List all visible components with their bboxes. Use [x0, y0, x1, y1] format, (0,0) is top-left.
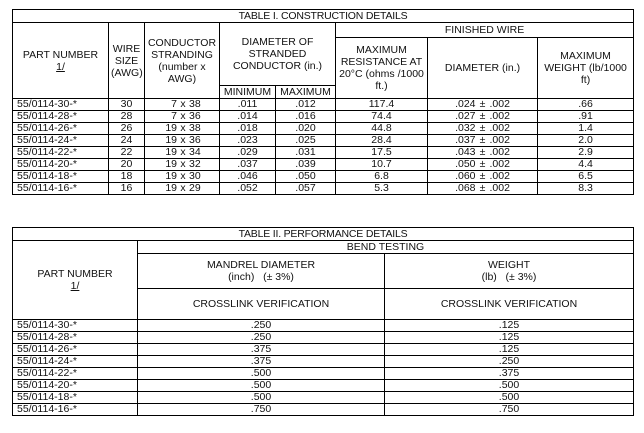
- table1-title: TABLE I. CONSTRUCTION DETAILS: [13, 10, 634, 23]
- plus-minus: ±: [479, 146, 486, 158]
- plus-minus: ±: [479, 110, 486, 122]
- resistance-cell: 117.4: [336, 99, 428, 111]
- strand-count: 7: [171, 110, 177, 122]
- diameter-value: .050: [455, 158, 476, 170]
- plus-minus: ±: [479, 98, 486, 110]
- weight-cell: .66: [538, 99, 634, 111]
- mandrel-cell: .250: [138, 320, 385, 332]
- max-diameter-cell: .057: [276, 183, 336, 195]
- min-diameter-cell: .046: [220, 171, 276, 183]
- awg-cell: 20: [109, 159, 145, 171]
- strand-count: 19: [165, 122, 177, 134]
- max-diameter-cell: .025: [276, 135, 336, 147]
- awg-cell: 26: [109, 123, 145, 135]
- part-number-cell: 55/0114-22-*: [13, 147, 109, 159]
- table-row: [13, 404, 634, 416]
- resistance-cell: 74.4: [336, 111, 428, 123]
- mandrel-diameter-header: [138, 254, 385, 289]
- maximum-header: MAXIMUM: [276, 86, 336, 99]
- strand-x: x: [180, 182, 186, 194]
- resistance-cell: 44.8: [336, 123, 428, 135]
- finished-diameter-cell: [428, 111, 538, 123]
- strand-x: x: [180, 170, 186, 182]
- part-number-cell: 55/0114-16-*: [13, 183, 109, 195]
- plus-minus: ±: [479, 170, 486, 182]
- weight-cell: .500: [385, 392, 634, 404]
- finished-diameter-cell: [428, 183, 538, 195]
- strand-count: 7: [171, 98, 177, 110]
- plus-minus: ±: [479, 158, 486, 170]
- diameter-value: .024: [455, 98, 476, 110]
- part-number-cell: 55/0114-16-*: [13, 404, 138, 416]
- table-row: [13, 344, 634, 356]
- tolerance-value: .002: [489, 134, 510, 146]
- strand-awg: 36: [189, 134, 201, 146]
- min-diameter-cell: .052: [220, 183, 276, 195]
- weight-cell: 2.0: [538, 135, 634, 147]
- max-diameter-cell: .020: [276, 123, 336, 135]
- strand-count: 19: [165, 158, 177, 170]
- weight-cell: .375: [385, 368, 634, 380]
- mandrel-cell: .375: [138, 356, 385, 368]
- weight-cell: .125: [385, 320, 634, 332]
- max-diameter-cell: .031: [276, 147, 336, 159]
- resistance-cell: 6.8: [336, 171, 428, 183]
- stranding-cell: [145, 159, 220, 171]
- weight-cell: .91: [538, 111, 634, 123]
- resistance-cell: 10.7: [336, 159, 428, 171]
- finished-diameter-cell: [428, 123, 538, 135]
- strand-awg: 36: [189, 110, 201, 122]
- awg-cell: 16: [109, 183, 145, 195]
- weight-cell: .125: [385, 344, 634, 356]
- diameter-value: .043: [455, 146, 476, 158]
- weight-units: (lb) (± 3%): [481, 271, 537, 283]
- part-number-cell: 55/0114-30-*: [13, 99, 109, 111]
- strand-count: 19: [165, 146, 177, 158]
- bend-testing-header: BEND TESTING: [138, 241, 634, 254]
- table2-body: [13, 320, 634, 416]
- strand-x: x: [180, 134, 186, 146]
- diameter-header: DIAMETER (in.): [428, 38, 538, 99]
- stranding-cell: [145, 147, 220, 159]
- diameter-value: .027: [455, 110, 476, 122]
- max-diameter-cell: .039: [276, 159, 336, 171]
- min-diameter-cell: .037: [220, 159, 276, 171]
- strand-x: x: [180, 110, 186, 122]
- finished-diameter-cell: [428, 171, 538, 183]
- strand-x: x: [180, 146, 186, 158]
- minimum-header: MINIMUM: [220, 86, 276, 99]
- strand-awg: 30: [189, 170, 201, 182]
- strand-awg: 34: [189, 146, 201, 158]
- mandrel-cell: .250: [138, 332, 385, 344]
- table2-part-number-header: [13, 241, 138, 320]
- conductor-stranding-header: CONDUCTOR STRANDING (number x AWG): [145, 23, 220, 99]
- weight-label: WEIGHT: [488, 259, 530, 271]
- table-row: [13, 392, 634, 404]
- mandrel-cell: .500: [138, 368, 385, 380]
- strand-x: x: [180, 158, 186, 170]
- min-diameter-cell: .011: [220, 99, 276, 111]
- diameter-value: .037: [455, 134, 476, 146]
- weight-cell: .125: [385, 332, 634, 344]
- weight-cell: 1.4: [538, 123, 634, 135]
- stranding-cell: [145, 171, 220, 183]
- crosslink-verification-header-2: CROSSLINK VERIFICATION: [385, 289, 634, 320]
- diameter-value: .032: [455, 122, 476, 134]
- resistance-cell: 28.4: [336, 135, 428, 147]
- table-row: [13, 123, 634, 135]
- table-row: [13, 368, 634, 380]
- table-row: [13, 183, 634, 195]
- part-number-cell: 55/0114-30-*: [13, 320, 138, 332]
- part-number-cell: 55/0114-26-*: [13, 344, 138, 356]
- mandrel-cell: .750: [138, 404, 385, 416]
- min-diameter-cell: .014: [220, 111, 276, 123]
- strand-awg: 38: [189, 98, 201, 110]
- table1-body: [13, 99, 634, 195]
- part-number-note: 1/: [56, 60, 65, 73]
- plus-minus: ±: [479, 122, 486, 134]
- finished-diameter-cell: [428, 99, 538, 111]
- tolerance-value: .002: [489, 170, 510, 182]
- part-number-cell: 55/0114-28-*: [13, 332, 138, 344]
- tolerance-value: .002: [489, 122, 510, 134]
- stranding-cell: [145, 135, 220, 147]
- table2-title: TABLE II. PERFORMANCE DETAILS: [13, 228, 634, 241]
- diameter-stranded-header: DIAMETER OF STRANDED CONDUCTOR (in.): [220, 23, 336, 86]
- strand-x: x: [180, 122, 186, 134]
- finished-diameter-cell: [428, 147, 538, 159]
- mandrel-cell: .500: [138, 392, 385, 404]
- awg-cell: 18: [109, 171, 145, 183]
- tolerance-value: .002: [489, 146, 510, 158]
- part-number-cell: 55/0114-18-*: [13, 392, 138, 404]
- stranding-cell: [145, 183, 220, 195]
- weight-header: [385, 254, 634, 289]
- part-number-cell: 55/0114-24-*: [13, 135, 109, 147]
- stranding-cell: [145, 123, 220, 135]
- weight-cell: 4.4: [538, 159, 634, 171]
- max-diameter-cell: .012: [276, 99, 336, 111]
- part-number-cell: 55/0114-28-*: [13, 111, 109, 123]
- table-row: [13, 99, 634, 111]
- mandrel-cell: .375: [138, 344, 385, 356]
- finished-diameter-cell: [428, 159, 538, 171]
- weight-cell: .750: [385, 404, 634, 416]
- table-row: [13, 171, 634, 183]
- table-row: [13, 320, 634, 332]
- awg-cell: 30: [109, 99, 145, 111]
- part-number-cell: 55/0114-24-*: [13, 356, 138, 368]
- strand-x: x: [180, 98, 186, 110]
- part-number-cell: 55/0114-20-*: [13, 380, 138, 392]
- max-resistance-header: MAXIMUM RESISTANCE AT 20°C (ohms /1000 ft.): [336, 38, 428, 99]
- mandrel-units: (inch) (± 3%): [228, 271, 294, 283]
- weight-cell: 2.9: [538, 147, 634, 159]
- part-number-cell: 55/0114-20-*: [13, 159, 109, 171]
- table-row: [13, 111, 634, 123]
- part-number-label: PART NUMBER: [22, 48, 99, 61]
- part-number-cell: 55/0114-18-*: [13, 171, 109, 183]
- crosslink-verification-header-1: CROSSLINK VERIFICATION: [138, 289, 385, 320]
- awg-cell: 24: [109, 135, 145, 147]
- part-number-note: 1/: [70, 280, 80, 292]
- strand-count: 19: [165, 182, 177, 194]
- resistance-cell: 5.3: [336, 183, 428, 195]
- strand-count: 19: [165, 170, 177, 182]
- part-number-cell: 55/0114-26-*: [13, 123, 109, 135]
- performance-details-table: [12, 227, 634, 416]
- tolerance-value: .002: [489, 158, 510, 170]
- strand-awg: 32: [189, 158, 201, 170]
- min-diameter-cell: .018: [220, 123, 276, 135]
- awg-cell: 22: [109, 147, 145, 159]
- strand-awg: 29: [189, 182, 201, 194]
- max-weight-header: MAXIMUM WEIGHT (lb/1000 ft): [538, 38, 634, 99]
- tolerance-value: .002: [489, 182, 510, 194]
- finished-diameter-cell: [428, 135, 538, 147]
- min-diameter-cell: .023: [220, 135, 276, 147]
- strand-awg: 38: [189, 122, 201, 134]
- weight-cell: 8.3: [538, 183, 634, 195]
- min-diameter-cell: .029: [220, 147, 276, 159]
- table-row: [13, 135, 634, 147]
- resistance-cell: 17.5: [336, 147, 428, 159]
- plus-minus: ±: [479, 182, 486, 194]
- max-diameter-cell: .016: [276, 111, 336, 123]
- table-row: [13, 380, 634, 392]
- finished-wire-header: FINISHED WIRE: [336, 23, 634, 38]
- tolerance-value: .002: [489, 110, 510, 122]
- stranding-cell: [145, 99, 220, 111]
- tolerance-value: .002: [489, 98, 510, 110]
- max-diameter-cell: .050: [276, 171, 336, 183]
- weight-cell: .500: [385, 380, 634, 392]
- diameter-value: .060: [455, 170, 476, 182]
- strand-count: 19: [165, 134, 177, 146]
- stranding-cell: [145, 111, 220, 123]
- table-row: [13, 356, 634, 368]
- part-number-label: PART NUMBER: [37, 268, 113, 280]
- diameter-value: .068: [455, 182, 476, 194]
- construction-details-table: [12, 9, 634, 195]
- table-row: [13, 332, 634, 344]
- wire-size-header: WIRE SIZE (AWG): [109, 23, 145, 99]
- table-row: [13, 147, 634, 159]
- table-row: [13, 159, 634, 171]
- plus-minus: ±: [479, 134, 486, 146]
- awg-cell: 28: [109, 111, 145, 123]
- part-number-cell: 55/0114-22-*: [13, 368, 138, 380]
- mandrel-cell: .500: [138, 380, 385, 392]
- weight-cell: 6.5: [538, 171, 634, 183]
- mandrel-label: MANDREL DIAMETER: [206, 259, 316, 271]
- weight-cell: .250: [385, 356, 634, 368]
- table1-part-number-header: [13, 23, 109, 99]
